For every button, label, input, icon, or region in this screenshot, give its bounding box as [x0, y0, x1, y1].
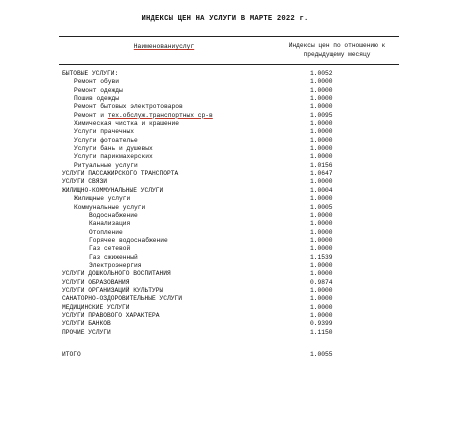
table-row	[0, 229, 450, 237]
index-value: 1.0000	[310, 270, 333, 278]
index-value: 1.0156	[310, 161, 333, 169]
table-row	[0, 295, 450, 303]
service-name: Пошив одежды	[74, 95, 120, 103]
table-row	[0, 254, 450, 262]
table-row	[0, 329, 450, 337]
index-value: 1.0000	[310, 178, 333, 186]
service-name: Услуги фотоателье	[74, 136, 138, 144]
index-value: 1.0000	[310, 245, 333, 253]
table-row	[0, 87, 450, 95]
document-title: ИНДЕКСЫ ЦЕН НА УСЛУГИ В МАРТЕ 2022 г.	[141, 15, 309, 23]
table-row	[0, 195, 450, 203]
index-value: 1.1150	[310, 328, 333, 336]
service-name: Канализация	[89, 220, 131, 228]
service-name: УСЛУГИ ОБРАЗОВАНИЯ	[62, 278, 130, 286]
table-row	[0, 103, 450, 111]
service-name: Ремонт и тех.обслуж.транспортных ср-в	[74, 111, 213, 119]
index-value: 1.0000	[310, 228, 333, 236]
table-row	[0, 128, 450, 136]
service-name: Газ сетевой	[89, 245, 131, 253]
service-name: Ритуальные услуги	[74, 161, 138, 169]
index-value: 1.0000	[310, 103, 333, 111]
service-name: УСЛУГИ ПРАВОВОГО ХАРАКТЕРА	[62, 311, 160, 319]
table-row	[0, 204, 450, 212]
table-row	[0, 153, 450, 161]
index-value: 1.0000	[310, 145, 333, 153]
table-row	[0, 304, 450, 312]
table-row	[0, 287, 450, 295]
column-header-name-text: Наименованиуслуг	[133, 43, 195, 50]
table-row	[0, 145, 450, 153]
index-value: 1.0000	[310, 78, 333, 86]
service-name: БЫТОВЫЕ УСЛУГИ:	[62, 70, 119, 77]
table-header-rule	[59, 64, 399, 65]
index-value: 1.0000	[310, 136, 333, 144]
index-value: 1.0000	[310, 303, 333, 311]
column-header-value-line1: Индексы цен по отношению к	[288, 42, 386, 49]
service-name: Газ сжиженный	[89, 253, 138, 261]
total-value: 1.0055	[310, 351, 333, 358]
table-row	[0, 270, 450, 278]
table-row	[0, 237, 450, 245]
service-name: УСЛУГИ СВЯЗИ	[62, 178, 108, 186]
index-value: 1.0000	[310, 286, 333, 294]
table-top-rule	[59, 36, 399, 37]
service-name: Электроэнергия	[89, 261, 142, 269]
index-value: 1.0000	[310, 236, 333, 244]
service-name: Отопление	[89, 228, 123, 236]
index-value: 1.0000	[310, 120, 333, 128]
service-name: Водоснабжение	[89, 211, 138, 219]
service-name: Ремонт одежды	[74, 86, 123, 94]
table-row	[0, 120, 450, 128]
service-name: УСЛУГИ ПАССАЖИРСКОГО ТРАНСПОРТА	[62, 170, 179, 178]
index-value: 1.0000	[310, 128, 333, 136]
index-value: 1.0000	[310, 295, 333, 303]
index-value: 1.1539	[310, 253, 333, 261]
service-name: УСЛУГИ ДОШКОЛЬНОГО ВОСПИТАНИЯ	[62, 270, 171, 278]
column-header-name	[59, 43, 269, 50]
index-value: 1.0000	[310, 220, 333, 228]
table-row	[0, 279, 450, 287]
service-name: Услуги парикмахерских	[74, 153, 153, 161]
service-name: Жилищные услуги	[74, 195, 131, 203]
service-name: Услуги прачечных	[74, 128, 135, 136]
service-name: УСЛУГИ ОРГАНИЗАЦИЙ КУЛЬТУРЫ	[62, 286, 164, 294]
table-row	[0, 220, 450, 228]
index-value: 1.0000	[310, 261, 333, 269]
table-row	[0, 212, 450, 220]
table-row	[0, 312, 450, 320]
table-row	[0, 187, 450, 195]
index-value: 1.0005	[310, 203, 333, 211]
table-row	[0, 112, 450, 120]
table-row	[0, 78, 450, 86]
total-label: ИТОГО	[62, 351, 81, 358]
table-row	[0, 262, 450, 270]
column-header-value-line2: предыдущему месяцу	[303, 50, 371, 58]
index-value: 1.0052	[310, 70, 333, 77]
service-name: Услуги бань и душевых	[74, 145, 153, 153]
service-name: Ремонт бытовых электротоваров	[74, 103, 183, 111]
service-name: Химическая чистка и крашение	[74, 120, 180, 128]
index-value: 0.9399	[310, 320, 333, 328]
index-value: 1.0647	[310, 170, 333, 178]
service-name: Ремонт обуви	[74, 78, 120, 86]
service-name: Горячее водоснабжение	[89, 236, 168, 244]
table-row	[0, 245, 450, 253]
index-value: 1.0000	[310, 86, 333, 94]
index-value: 1.0004	[310, 186, 333, 194]
table-row	[0, 178, 450, 186]
index-value: 1.0000	[310, 195, 333, 203]
index-value: 1.0000	[310, 95, 333, 103]
table-spacer	[0, 337, 450, 351]
index-value: 0.9874	[310, 278, 333, 286]
service-name: ЖИЛИЩНО-КОММУНАЛЬНЫЕ УСЛУГИ	[62, 186, 164, 194]
table-row	[0, 320, 450, 328]
total-row	[0, 351, 450, 359]
index-value: 1.0095	[310, 111, 333, 119]
price-index-table	[0, 70, 450, 359]
service-name: МЕДИЦИНСКИЕ УСЛУГИ	[62, 303, 130, 311]
service-name: САНАТОРНО-ОЗДОРОВИТЕЛЬНЫЕ УСЛУГИ	[62, 295, 183, 303]
index-value: 1.0000	[310, 153, 333, 161]
table-row	[0, 162, 450, 170]
service-name: УСЛУГИ БАНКОВ	[62, 320, 111, 328]
table-row	[0, 170, 450, 178]
column-header-value	[272, 42, 402, 59]
table-row	[0, 70, 450, 78]
service-name: Коммунальные услуги	[74, 203, 146, 211]
table-row	[0, 95, 450, 103]
index-value: 1.0000	[310, 311, 333, 319]
index-value: 1.0000	[310, 211, 333, 219]
service-name: ПРОЧИЕ УСЛУГИ	[62, 328, 111, 336]
table-row	[0, 137, 450, 145]
